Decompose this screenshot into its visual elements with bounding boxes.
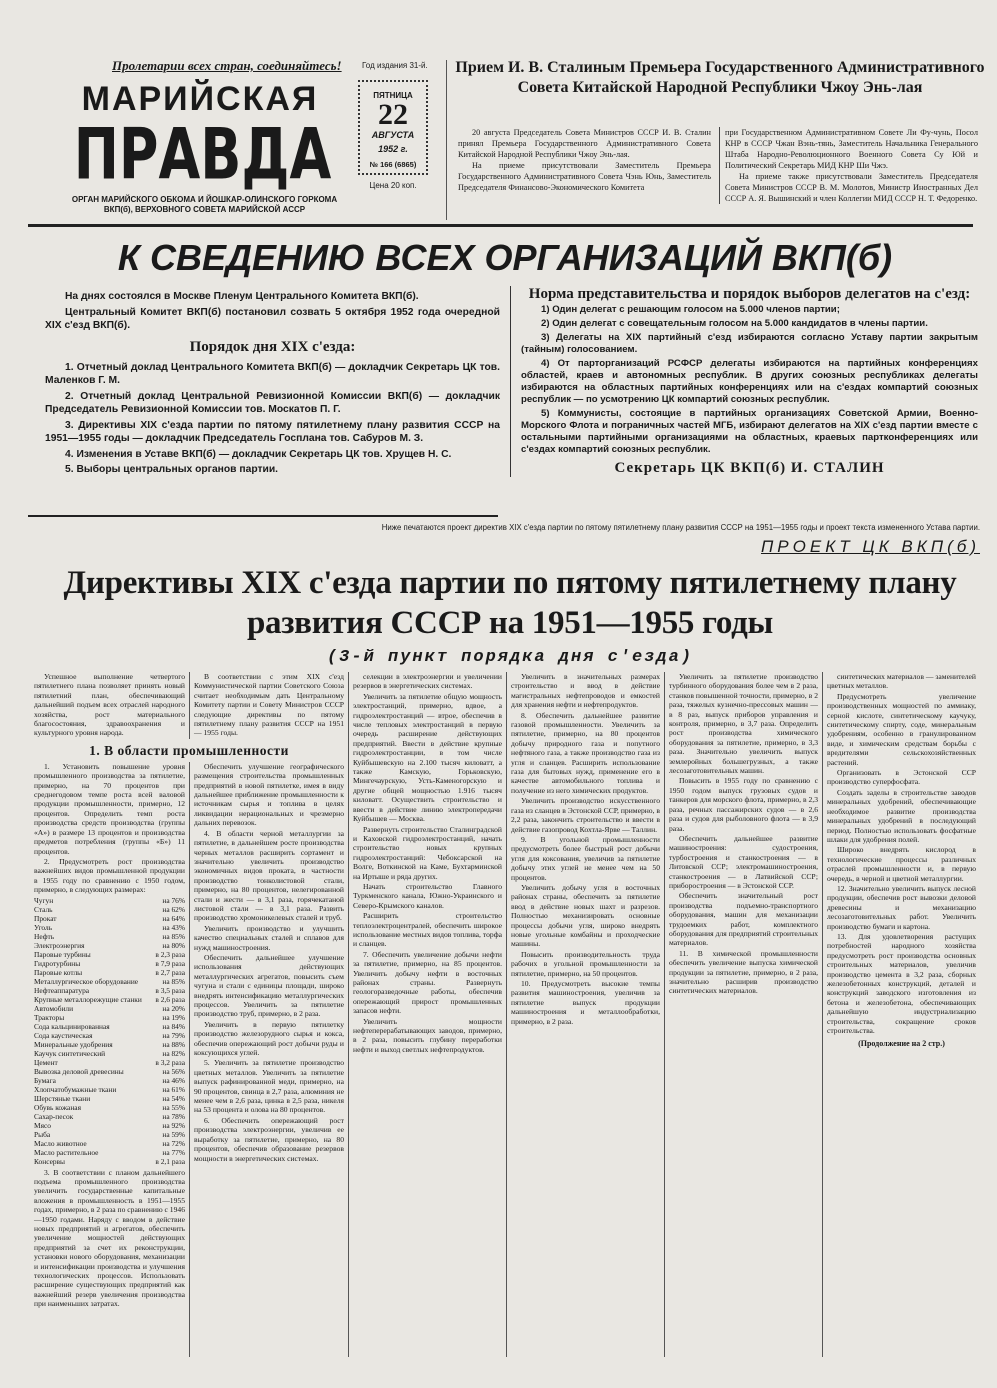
growth-value: в 7,9 раза <box>155 958 185 968</box>
price: Цена 20 коп. <box>369 181 417 190</box>
article-paragraph: 6. Обеспечить опережающий рост производства электроэнергии, увеличив ее выработку за пятилетие, примерно, на 80 процентов, обеспечив образование резервов мощности в энергетических системах. <box>194 1115 344 1163</box>
day: 22 <box>378 98 408 131</box>
growth-value: в 3,2 раза <box>155 1057 185 1067</box>
weekday: ПЯТНИЦА <box>373 91 413 100</box>
publication-year: Год издания 31-й. <box>362 61 428 70</box>
product-name: Тракторы <box>34 1012 65 1022</box>
product-name: Масло животное <box>34 1138 87 1148</box>
product-name: Обувь кожаная <box>34 1102 81 1112</box>
article-paragraph: Организовать в Эстонской ССР производство суперфосфата. <box>827 768 976 787</box>
article-paragraph: 4. В области черной металлургии за пятилетие, в дальнейшем росте производства черных металлов расширить сортамент и значительно увеличить производство экономичных видов проката, в частности производство тонколистовой стали, примерно, на 80 процентов, нелегированной стали и жести — в 3,1 раза, горячекатаной листовой стали — в 3,1 раза. Развить производство хромоникелевых сталей и труб. <box>194 828 344 923</box>
newspaper-name-line1: МАРИЙСКАЯ <box>81 80 319 118</box>
product-name: Гидротурбины <box>34 958 81 968</box>
newspaper-organ: ОРГАН МАРИЙСКОГО ОБКОМА И ЙОШКАР-ОЛИНСКОГО ГОРКОМА ВКП(б), ВЕРХОВНОГО СОВЕТА МАРИЙСКОЙ АССР <box>71 195 338 214</box>
signature: Секретарь ЦК ВКП(б) И. СТАЛИН <box>614 460 885 476</box>
article-paragraph: Широко внедрять кислород в технологические процессы различных отраслей промышленности и, в первую очередь, в черной и цветной металлургии. <box>827 845 976 883</box>
norm-item: 1) Один делегат с решающим голосом на 5.000 членов партии; <box>541 304 840 315</box>
table-row <box>34 1157 185 1166</box>
article-paragraph: Обеспечить улучшение географического размещения строительства промышленных предприятий в новой пятилетке, имея в виду дальнейшее приближение промышленности к источникам сырья и топлива в целях ликвидации нерациональных и чрезмерно дальних перевозок. <box>194 761 344 828</box>
announcement-intro: На днях состоялся в Москве Пленум Центрального Комитета ВКП(б). <box>65 291 419 302</box>
growth-value: на 79% <box>162 1030 185 1040</box>
growth-value: на 64% <box>162 913 185 923</box>
article-paragraph: Увеличить за пятилетие производство турбинного оборудования более чем в 2 раза, станков повышенной точности, примерно, в 2 раза, тяжелых кузнечно-прессовых машин — в 8 раз, выпуск приборов управления и контроля, примерно, в 3,7 раза. Определить рост производства химического оборудования за пятилетие, примерно, в 3,3 раза. Значительно увеличить выпуск землеройных большегрузных, а также лесозаготовительных машин. <box>669 672 818 776</box>
growth-value: на 54% <box>162 1093 185 1103</box>
meeting-paragraph: На приеме также присутствовали Заместитель Председателя Совета Министров СССР В. М. Молотов, Министр Иностранных Дел СССР А. Я. Вышинский и член Коллегии МИД СССР Н. Т. Федоренко. <box>725 172 978 203</box>
norms-title: Норма представительства и порядок выборов делегатов на с'езд: <box>528 286 971 302</box>
article-paragraph: Создать заделы в строительстве заводов минеральных удобрений, обеспечивающие необходимое развитие производства минеральных удобрений в последующий период. Полностью использовать фосфатные шлаки для удобрения полей. <box>827 787 976 844</box>
growth-value: на 55% <box>162 1102 185 1112</box>
growth-value: в 2,1 раза <box>155 1156 185 1166</box>
agenda-title: Порядок дня XIX с'езда: <box>189 338 356 355</box>
table-row <box>34 968 185 977</box>
meeting-article <box>458 127 978 204</box>
draft-label: ПРОЕКТ ЦК ВКП(б) <box>760 537 980 556</box>
article-paragraph: 9. В угольной промышленности предусмотреть более быстрый рост добычи угля для коксования, увеличив за пятилетие добычу этих углей не менее чем на 50 процентов. <box>511 834 660 882</box>
columns-1-2 <box>30 672 348 1357</box>
table-row <box>34 986 185 995</box>
growth-value: на 77% <box>162 1147 185 1157</box>
table-row <box>34 896 185 905</box>
table-row <box>34 1085 185 1094</box>
article-paragraph: Увеличить производство искусственного газа из сланцев в Эстонской ССР, примерно, в 2,2 раза, закончить строительство и ввести в действие газопровод Кохтла-Ярве — Таллин. <box>511 796 660 834</box>
growth-value: в 2,3 раза <box>155 949 185 959</box>
article-paragraph: Расширить строительство теплоэлектроцентралей, обеспечить широкое использование местных видов топлива, торфа и сланцев. <box>353 911 502 949</box>
article-paragraph: Обеспечить дальнейшее развитие машиностроения: судостроения, турбостроения и станкостроения — в Литовской ССР; электромашиностроения, станкостроения — в Латвийской ССР; приборостроения — в Эстонской ССР. <box>669 833 818 890</box>
growth-value: на 72% <box>162 1138 185 1148</box>
article-paragraph: синтетических материалов — заменителей цветных металлов. <box>827 672 976 691</box>
product-name: Каучук синтетический <box>34 1048 106 1058</box>
product-name: Цемент <box>34 1057 58 1067</box>
column-5 <box>664 672 822 1357</box>
column-3 <box>348 672 506 1357</box>
table-row <box>34 932 185 941</box>
issue-number: № 166 (6865) <box>369 160 417 169</box>
article-paragraph: 5. Увеличить за пятилетие производство цветных металлов. Увеличить за пятилетие выпуск рафинированной меди, примерно, на 90 процентов, свинца в 2,7 раза, алюминия не менее чем в 2,6 раза, цинка в 2,5 раза, никеля на 53 процента и олова на 80 процентов. <box>194 1058 344 1115</box>
directives-title: Директивы XIX с'езда партии по пятому пятилетнему плану развития СССР на 1951—1955 годы <box>63 565 957 641</box>
section-rule <box>28 515 498 517</box>
growth-value: на 59% <box>162 1129 185 1139</box>
directives-subtitle: (3-й пункт порядка дня с'езда) <box>326 648 694 667</box>
table-row <box>34 959 185 968</box>
table-row <box>34 914 185 923</box>
growth-value: на 62% <box>162 904 185 914</box>
table-row <box>34 905 185 914</box>
growth-value: на 61% <box>162 1084 185 1094</box>
directives-body <box>30 672 980 1357</box>
table-row <box>34 995 185 1004</box>
table-row <box>34 1004 185 1013</box>
product-name: Металлургическое оборудование <box>34 976 139 986</box>
product-name: Нефтеаппаратура <box>34 985 90 995</box>
norm-item: 5) Коммунисты, состоящие в партийных организациях Советской Армии, Военно-Морского Флота и пограничных частей МГБ, избирают делегатов на XIX с'езд партии вместе с остальными партийными организациями на областных, краевых партконференциях или с'ездах компартий союзных республик. <box>521 408 978 455</box>
article-paragraph: Увеличить за пятилетие общую мощность электростанций, примерно, вдвое, а гидроэлектростанций — втрое, обеспечив в числе тепловых электростанций в первую очередь расширение действующих предприятий. Ввести в действие крупные гидроэлектростанции, в том числе Куйбышевскую на 2.100 тысяч киловатт, а также Камскую, Горьковскую, Мингечаурскую, Усть-Каменогорскую и другие общей мощностью 1.916 тысяч киловатт. Осуществить строительство и ввести в действие линию электропередачи Куйбышев — Москва. <box>353 691 502 824</box>
date-box <box>358 80 428 175</box>
agenda-item: 4. Изменения в Уставе ВКП(б) — докладчик Секретарь ЦК тов. Хрущев Н. С. <box>65 448 452 460</box>
table-row <box>34 1076 185 1085</box>
meeting-headline: Прием И. В. Сталиным Премьера Государственного Административного Совета Китайской Народной Республики Чжоу Энь-лая <box>455 59 985 96</box>
table-row <box>34 1022 185 1031</box>
norm-item: 3) Делегаты на XIX партийный с'езд избираются согласно Уставу партии закрытым (тайным) голосованием. <box>521 332 978 355</box>
continued-note: (Продолжение на 2 стр.) <box>858 1039 945 1049</box>
growth-value: на 19% <box>162 1012 185 1022</box>
agenda-item: 1. Отчетный доклад Центрального Комитета ВКП(б) — докладчик Секретарь ЦК тов. Маленков Г. М. <box>45 361 500 386</box>
announcement-headline: К СВЕДЕНИЮ ВСЕХ ОРГАНИЗАЦИЙ ВКП(б) <box>117 237 893 278</box>
product-name: Электроэнергия <box>34 940 85 950</box>
article-paragraph: 2. Предусмотреть рост производства важнейших видов промышленной продукции в 1955 году по сравнению с 1950 годом, примерно, в следующих размерах: <box>34 856 185 895</box>
product-name: Масло растительное <box>34 1147 99 1157</box>
table-row <box>34 923 185 932</box>
article-paragraph: Увеличить в значительных размерах строительство и ввод в действие магистральных нефтепроводов и емкостей для хранения нефти и нефтепродуктов. <box>511 672 660 710</box>
growth-value: в 3,5 раза <box>155 985 185 995</box>
agenda-item: 2. Отчетный доклад Центральной Ревизионной Комиссии ВКП(б) — докладчик Председатель Ревизионной Комиссии тов. Москатов П. Г. <box>45 390 500 415</box>
article-paragraph: Увеличить производство и улучшить качество специальных сталей и сплавов для нужд машиностроения. <box>194 923 344 952</box>
product-name: Хлопчатобумажные ткани <box>34 1084 117 1094</box>
growth-value: в 2,7 раза <box>155 967 185 977</box>
table-row <box>34 1130 185 1139</box>
table-row <box>34 941 185 950</box>
product-name: Сода кальцинированная <box>34 1021 110 1031</box>
product-name: Нефть <box>34 931 55 941</box>
production-table <box>34 896 185 1166</box>
growth-value: на 80% <box>162 940 185 950</box>
header-rule <box>28 224 973 227</box>
growth-value: на 20% <box>162 1003 185 1013</box>
article-paragraph: селекции в электроэнергии и увеличении резервов в энергетических системах. <box>353 672 502 691</box>
growth-value: на 43% <box>162 922 185 932</box>
article-paragraph: 11. В химической промышленности обеспечить увеличение выпуска химической продукции за пятилетие, примерно, в 2 раза, значительно расширив производство синтетических материалов. <box>669 948 818 996</box>
masthead-motto: Пролетарии всех стран, соединяйтесь! <box>112 58 342 73</box>
product-name: Консервы <box>34 1156 66 1166</box>
table-row <box>34 950 185 959</box>
growth-value: на 85% <box>162 976 185 986</box>
column-6 <box>822 672 980 1357</box>
table-row <box>34 1049 185 1058</box>
growth-value: на 85% <box>162 931 185 941</box>
product-name: Уголь <box>34 922 53 932</box>
table-row <box>34 1139 185 1148</box>
product-name: Вывозка деловой древесины <box>34 1066 124 1076</box>
article-paragraph: Увеличить в первую пятилетку производство железорудного сырья и кокса, обеспечив опережающий рост добычи руды и коксующихся углей. <box>194 1019 344 1058</box>
article-paragraph: 12. Значительно увеличить выпуск лесной продукции, обеспечив рост вывозки деловой древесины и механизацию лесозаготовительных работ. Увеличить производство бумаги и картона. <box>827 883 976 931</box>
product-name: Автомобили <box>34 1003 74 1013</box>
announcement-right <box>510 286 978 477</box>
article-paragraph: 7. Обеспечить увеличение добычи нефти за пятилетие, примерно, на 85 процентов. Увеличить добычу нефти в восточных районах страны. Развернуть геологоразведочные работы, обеспечив опережающий прирост промышленных запасов нефти. <box>353 949 502 1016</box>
month: АВГУСТА <box>371 130 415 140</box>
product-name: Сахар-песок <box>34 1111 74 1121</box>
article-paragraph: 8. Обеспечить дальнейшее развитие газовой промышленности. Увеличить за пятилетие, примерно, на 80 процентов добычу природного газа и попутного нефтяного газа, а также производство газа из угля и сланцев. Расширить использование газа для бытовых нужд, применение его в качестве автомобильного топлива и получение из него химических продуктов. <box>511 710 660 795</box>
article-paragraph: 13. Для удовлетворения растущих потребностей народного хозяйства предусмотреть рост производства основных строительных материалов, увеличив производство цемента в 3,2 раза, сборных железобетонных конструкций, деталей и конструкций заводского изготовления из бетона и железобетона, обеспечивающих дальнейшую индустриализацию строительства, сокращение сроков строительства. <box>827 931 976 1036</box>
column-4 <box>506 672 664 1357</box>
article-paragraph: Повысить производительность труда рабочих в угольной промышленности за пятилетие, примерно, на 50 процентов. <box>511 949 660 978</box>
table-row <box>34 1058 185 1067</box>
growth-value: в 2,6 раза <box>155 994 185 1004</box>
growth-value: на 78% <box>162 1111 185 1121</box>
product-name: Бумага <box>34 1075 56 1085</box>
table-row <box>34 1094 185 1103</box>
product-name: Крупные металлорежущие станки <box>34 994 142 1004</box>
article-paragraph: Предусмотреть увеличение производственных мощностей по аммиаку, серной кислоте, синтетическому каучуку, синтетическому спирту, соде, минеральным удобрениям, особенно в гранулированном виде, и химическим средствам борьбы с вредителями сельскохозяйственных растений. <box>827 691 976 767</box>
growth-value: на 84% <box>162 1021 185 1031</box>
table-row <box>34 1067 185 1076</box>
meeting-paragraph: 20 августа Председатель Совета Министров СССР И. В. Сталин принял Премьера Государственного Административного Совета Китайской Народной Республики Чжоу Энь-лая. <box>458 128 711 159</box>
product-name: Минеральные удобрения <box>34 1039 113 1049</box>
directives-note: Ниже печатаются проект директив XIX с'езда партии по пятому пятилетнему плану развития СССР на 1951—1955 годы и проект текста измененного Устава партии. <box>381 523 980 532</box>
article-paragraph: Увеличить мощности нефтеперерабатывающих заводов, примерно, в 2 раза, повысить глубину переработки нефти и выход светлых нефтепродуктов. <box>353 1016 502 1054</box>
article-paragraph: 1. Установить повышение уровня промышленного производства за пятилетие, примерно, на 70 процентов при среднегодовом темпе роста всей валовой продукции промышленности, примерно, 12 процентов. Определить темп роста производства средств производства (группы «А») в размере 13 процентов и производства предметов потребления (группы «Б») 11 процентов. <box>34 761 185 856</box>
article-paragraph: 10. Предусмотреть высокие темпы развития машиностроения, увеличив за пятилетие выпуск продукции машиностроения и металлообработки, примерно, в 2 раза. <box>511 979 660 1026</box>
product-name: Мясо <box>34 1120 51 1130</box>
table-row <box>34 1103 185 1112</box>
article-paragraph: Обеспечить значительный рост производства подъемно-транспортного оборудования, машин для механизации трудоемких работ, комплектного оборудования для предприятий строительных материалов. <box>669 891 818 948</box>
product-name: Шерстяные ткани <box>34 1093 91 1103</box>
table-row <box>34 1040 185 1049</box>
column-1 <box>30 762 189 1357</box>
product-name: Паровые котлы <box>34 967 83 977</box>
product-name: Паровые турбины <box>34 949 91 959</box>
product-name: Сталь <box>34 904 53 914</box>
norm-item: 2) Один делегат с совещательным голосом на 5.000 кандидатов в члены партии. <box>541 318 928 329</box>
article-paragraph: 3. В соответствии с планом дальнейшего подъема промышленного производства увеличить государственные капитальные вложения в промышленность в 1951—1955 годах, примерно, в 2 раза по сравнению с 1946—1950 годами. Наряду с вводом в действие новых предприятий и агрегатов, обеспечить увеличение мощностей действующих предприятий за счет их реконструкции, установки нового оборудования, механизации и интенсификации производства и улучшения технологических процессов. Использовать расширение существующих предприятий как важнейший резерв увеличения производства при наименьших затратах. <box>34 1167 185 1309</box>
article-paragraph: Повысить в 1955 году по сравнению с 1950 годом выпуск грузовых судов и танкеров для морского флота, примерно, в 2,3 раза, речных пассажирских судов — в 2,6 раза и судов для рыболовного флота — в 3,9 раза. <box>669 776 818 833</box>
growth-value: на 82% <box>162 1048 185 1058</box>
growth-value: на 46% <box>162 1075 185 1085</box>
announcement-left <box>45 290 500 479</box>
product-name: Рыба <box>34 1129 51 1139</box>
intro-paragraph: Успешное выполнение четвертого пятилетнего плана позволяет принять новый пятилетний план, обеспечивающий дальнейший подъем всех отраслей народного хозяйства, рост материального благосостояния, здравоохранения и культурного уровня народа. <box>34 672 185 738</box>
article-paragraph: Увеличить добычу угля в восточных районах страны, обеспечить за пятилетие ввод в действие новых шахт и разрезов. Полностью механизировать основные процессы добычи угля, широко внедрять новые угольные комбайны и проходческие машины. <box>511 882 660 949</box>
growth-value: на 76% <box>162 895 185 905</box>
column-2 <box>189 762 348 1357</box>
table-row <box>34 1148 185 1157</box>
announcement-intro: Центральный Комитет ВКП(б) постановил созвать 5 октября 1952 года очередной XIX с'езд ВКП(б). <box>45 306 500 331</box>
product-name: Прокат <box>34 913 57 923</box>
article-paragraph: Обеспечить дальнейшее улучшение использования действующих металлургических агрегатов, повысить съем чугуна и стали с единицы площади, широко внедрять интенсификацию металлургических процессов. Увеличить за пятилетие производство труб, примерно, в 2 раза. <box>194 952 344 1019</box>
section-heading: 1. В области промышленности <box>89 742 289 758</box>
article-paragraph: Начать строительство Главного Туркменского канала, Южно-Украинского и Северо-Крымского каналов. <box>353 881 502 910</box>
table-row <box>34 1112 185 1121</box>
growth-value: на 92% <box>162 1120 185 1130</box>
meeting-paragraph: при Государственном Административном Совете Ли Фу-чунь, Посол КНР в СССР Чжан Вэнь-тянь, Заместитель Начальника Генерального Штаба Народно-Революционного Военного Совета Су Юй и Политический Секретарь МИД КНР Ши Чжэ. <box>725 128 978 170</box>
product-name: Сода каустическая <box>34 1030 93 1040</box>
growth-value: на 88% <box>162 1039 185 1049</box>
norm-item: 4) От парторганизаций РСФСР делегаты избираются на партийных конференциях областей, краев и автономных республик. В других союзных республиках делегаты избираются на областных партийных конференциях или на с'ездах компартий союзных республик — по усмотрению ЦК компартий союзных республик. <box>521 358 978 405</box>
year: 1952 г. <box>378 144 408 154</box>
table-row <box>34 1121 185 1130</box>
growth-value: на 56% <box>162 1066 185 1076</box>
meeting-paragraph: На приеме присутствовали Заместитель Премьера Государственного Административного Совета Чэнь Юнь, Заместитель Председателя Финансово-Экономического Комитета <box>458 161 711 192</box>
agenda-item: 3. Директивы XIX с'езда партии по пятому пятилетнему плану развития СССР на 1951—1955 годы — докладчик Председатель Госплана тов. Сабуров М. З. <box>45 419 500 444</box>
table-row <box>34 1013 185 1022</box>
agenda-item: 5. Выборы центральных органов партии. <box>65 464 279 475</box>
table-row <box>34 977 185 986</box>
table-row <box>34 1031 185 1040</box>
intro-paragraph: В соответствии с этим XIX с'езд Коммунистической партии Советского Союза считает необходимым дать Центральному Комитету партии и Совету Министров СССР следующие директивы по пятому пятилетнему плану развития СССР на 1951 — 1955 годы. <box>194 672 344 738</box>
divider <box>446 60 447 220</box>
article-paragraph: Развернуть строительство Сталинградской и Каховской гидроэлектростанций, начать строительство новых крупных гидроэлектростанций: Чебоксарской на Волге, Воткинской на Каме, Бухтарминской на Иртыше и ряда других. <box>353 824 502 881</box>
product-name: Чугун <box>34 895 54 905</box>
newspaper-name-line2: ПРАВДА <box>73 113 332 196</box>
